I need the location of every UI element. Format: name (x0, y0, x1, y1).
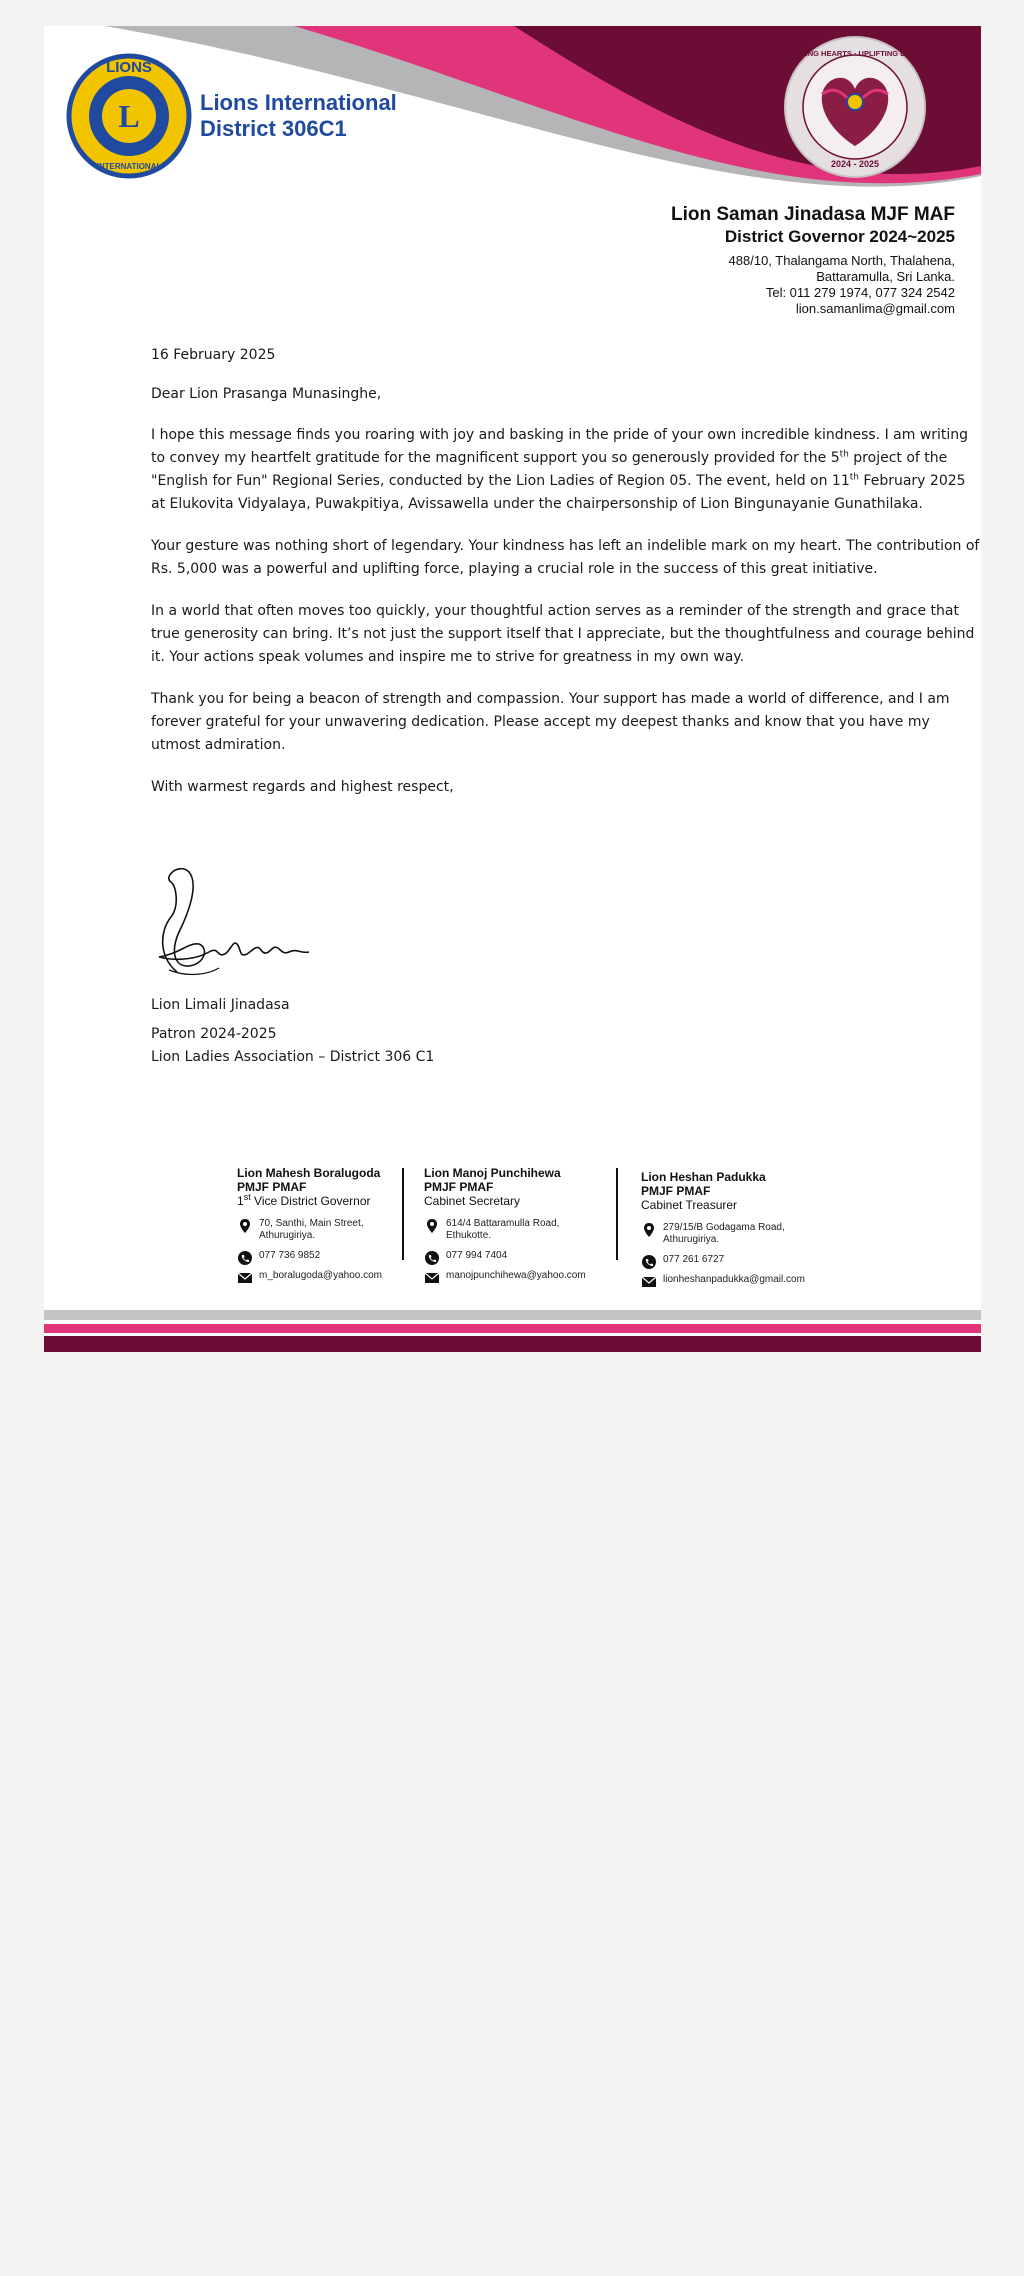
signer-name: Lion Limali Jinadasa (151, 997, 290, 1013)
location-pin-icon (641, 1222, 657, 1238)
officer-address: 614/4 Battaramulla Road, Ethukotte. (424, 1218, 586, 1242)
letter-paragraph-4: Thank you for being a beacon of strength and compassion. Your support has made a world of difference, and I am forever grateful for your unwavering dedication. Please accept my deepest thanks and know that you have my utmost admiration. (151, 691, 950, 753)
logo-letter: L (118, 98, 140, 134)
letter-page (44, 26, 981, 1352)
officer-3 (641, 1170, 805, 1286)
officer-address: 279/15/B Godagama Road, Athurugiriya. (641, 1222, 805, 1246)
signer-role: Patron 2024-2025 (151, 1026, 277, 1042)
governor-title: District Governor 2024~2025 (724, 227, 955, 246)
officer-name: Lion Manoj Punchihewa (424, 1166, 561, 1180)
email-icon (424, 1270, 440, 1286)
governor-address-2: Battaramulla, Sri Lanka. (816, 269, 955, 284)
footer-divider (402, 1168, 404, 1260)
officer-phone: 077 261 6727 (641, 1254, 805, 1266)
officer-role: Cabinet Treasurer (641, 1198, 738, 1212)
officer-credentials: PMJF PMAF (237, 1180, 307, 1194)
handwritten-signature (149, 862, 329, 1002)
letter-salutation: Dear Lion Prasanga Munasinghe, (151, 386, 382, 402)
governor-tel: Tel: 011 279 1974, 077 324 2542 (765, 285, 955, 300)
emblem-text: UNITING HEARTS · UPLIFTING LIVES (788, 49, 922, 58)
governor-name: Lion Saman Jinadasa MJF MAF (671, 204, 955, 225)
letter-paragraph-3: In a world that often moves too quickly, your thoughtful action serves as a reminder of the strength and grace that true generosity can bring. It’s not just the support itself that I appreciate, but the thoughtfulness and courage behind it. Your actions speak volumes and inspire me to strive for greatness in my own way. (151, 603, 975, 665)
logo-text-bottom: INTERNATIONAL (96, 162, 162, 171)
signer-block (151, 994, 434, 1069)
location-pin-icon (237, 1218, 253, 1234)
letter-paragraph-2: Your gesture was nothing short of legendary. Your kindness has left an indelible mark on my heart. The contribution of Rs. 5,000 was a powerful and uplifting force, playing a crucial role in the success of this great initiative. (151, 538, 980, 577)
phone-icon (424, 1250, 440, 1266)
officer-name: Lion Mahesh Boralugoda (237, 1166, 381, 1180)
officer-2 (424, 1166, 586, 1282)
emblem-year: 2024 - 2025 (830, 159, 880, 169)
officer-role: 1st Vice District Governor (237, 1192, 371, 1208)
letter-date: 16 February 2025 (151, 347, 276, 363)
lions-logo (64, 51, 194, 181)
district-emblem (782, 34, 928, 180)
officer-name: Lion Heshan Padukka (641, 1170, 766, 1184)
org-line-2: District 306C1 (200, 116, 347, 141)
officer-email: lionheshanpadukka@gmail.com (641, 1274, 805, 1286)
org-line-1: Lions International (200, 90, 397, 115)
phone-icon (641, 1254, 657, 1270)
letter-paragraph-1: I hope this message finds you roaring with joy and basking in the pride of your own incredible kindness. I am writing to convey my heartfelt gratitude for the magnificent support you so generously provided for the 5th project of the "English for Fun" Regional Series, conducted by the Lion Ladies of Region 05. The event, held on 11th February 2025 at Elukovita Vidyalaya, Puwakpitiya, Avissawella under the chairpersonship of Lion Bingunayanie Gunathilaka. (151, 427, 969, 512)
officer-role: Cabinet Secretary (424, 1194, 521, 1208)
email-icon (641, 1274, 657, 1290)
logo-text-top: LIONS (106, 59, 152, 76)
email-icon (237, 1270, 253, 1286)
officer-address: 70, Santhi, Main Street, Athurugiriya. (237, 1218, 382, 1242)
governor-address-1: 488/10, Thalangama North, Thalahena, (728, 253, 955, 268)
governor-block (671, 204, 955, 317)
officer-1 (237, 1166, 382, 1282)
phone-icon (237, 1250, 253, 1266)
officer-credentials: PMJF PMAF (424, 1180, 494, 1194)
officer-email: m_boralugoda@yahoo.com (237, 1270, 382, 1282)
letter-closing: With warmest regards and highest respect, (151, 779, 454, 795)
letter-body (151, 344, 981, 799)
officer-email: manojpunchihewa@yahoo.com (424, 1270, 586, 1282)
organization-name (200, 90, 397, 142)
footer-divider (616, 1168, 618, 1260)
signer-organization: Lion Ladies Association – District 306 C1 (151, 1049, 435, 1065)
footer-stripes (44, 1310, 981, 1352)
officer-credentials: PMJF PMAF (641, 1184, 711, 1198)
officer-phone: 077 736 9852 (237, 1250, 382, 1262)
governor-email: lion.samanlima@gmail.com (795, 301, 955, 316)
location-pin-icon (424, 1218, 440, 1234)
officer-phone: 077 994 7404 (424, 1250, 586, 1262)
